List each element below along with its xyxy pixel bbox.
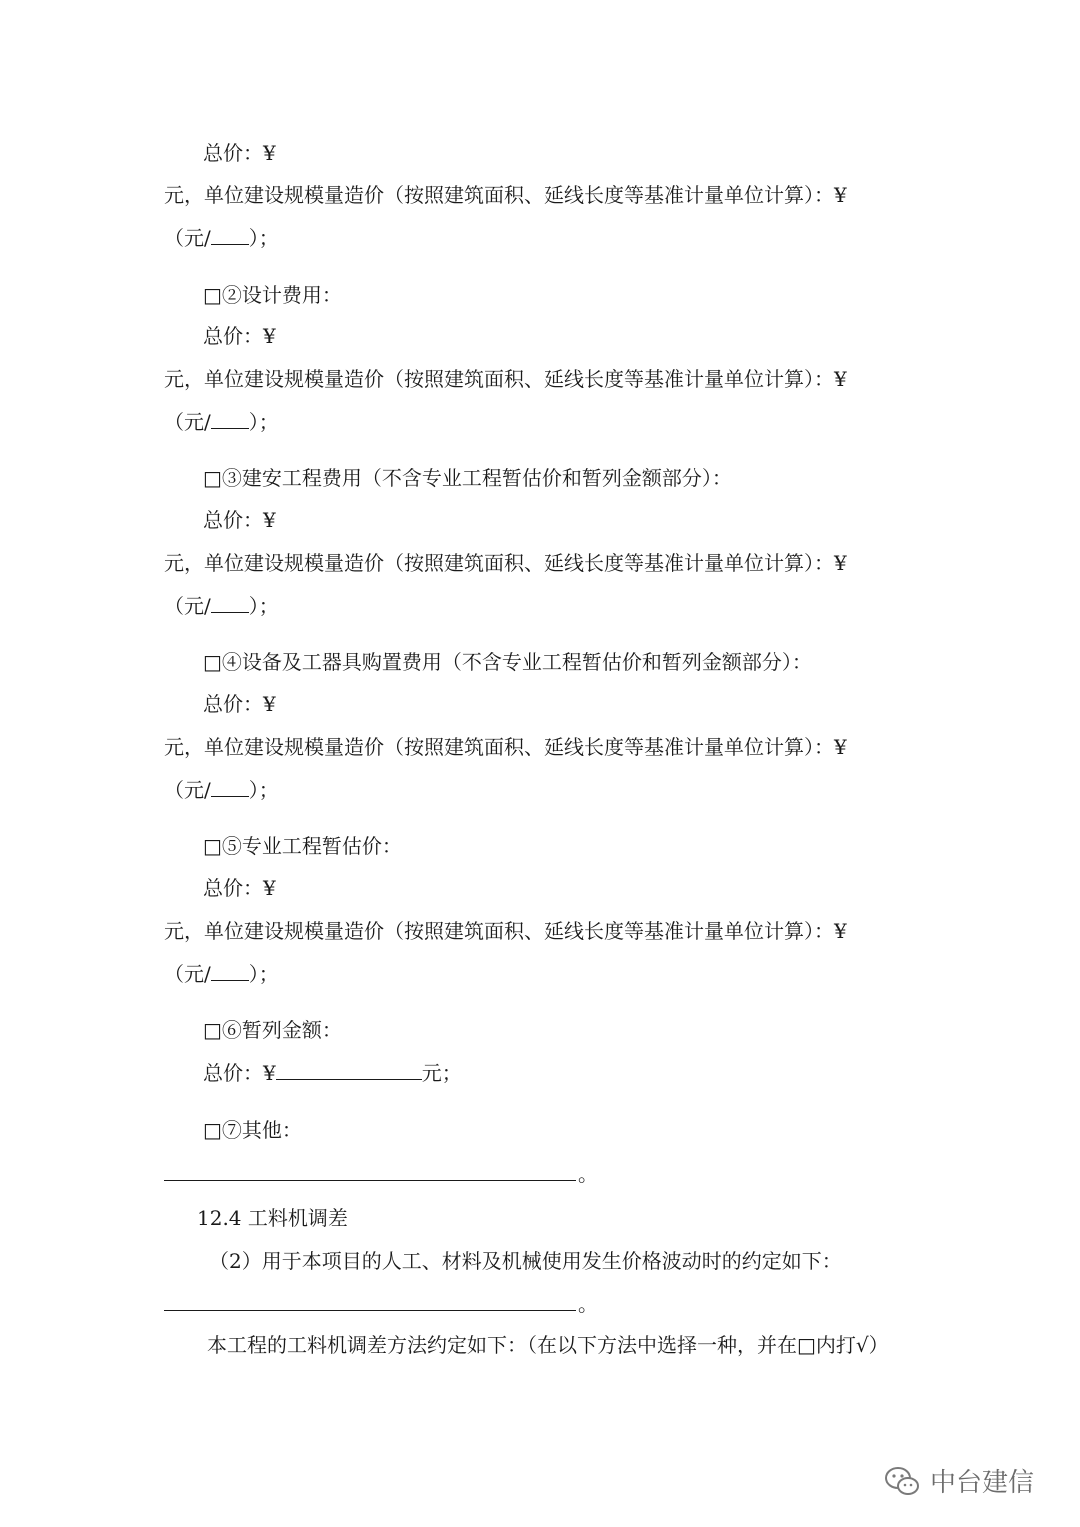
section-7-label: □⑦其他：: [203, 1118, 302, 1142]
blank-line: [164, 1290, 576, 1311]
unit-suffix: （元/ ）；: [164, 226, 279, 250]
unit-suffix: （元/ ）；: [164, 778, 279, 802]
total-price-label: 总价：¥: [203, 508, 276, 532]
clause-title: 12.4 工料机调差: [197, 1206, 348, 1230]
total-price-label: 总价：¥: [203, 876, 276, 900]
period-mark: 。: [578, 1162, 598, 1186]
section-5-label: □⑤专业工程暂估价：: [203, 834, 402, 858]
unit-cost-line: 元，单位建设规模量造价（按照建筑面积、延线长度等基准计量单位计算）：¥: [164, 735, 847, 759]
section-4-label: □④设备及工器具购置费用（不含专业工程暂估价和暂列金额部分）：: [203, 650, 812, 674]
section-3-label: □③建安工程费用（不含专业工程暂估价和暂列金额部分）：: [203, 466, 732, 490]
method-line: 本工程的工料机调差方法约定如下：（在以下方法中选择一种，并在□内打√）: [207, 1333, 889, 1357]
total-price-label: 总价：¥: [203, 141, 276, 165]
period-mark: 。: [578, 1292, 598, 1316]
unit-suffix: （元/ ）；: [164, 410, 279, 434]
item6-total-line: 总价：¥ 元；: [203, 1061, 462, 1085]
section-2-label: □②设计费用：: [203, 283, 342, 307]
unit-suffix: （元/ ）；: [164, 962, 279, 986]
unit-cost-line: 元，单位建设规模量造价（按照建筑面积、延线长度等基准计量单位计算）：¥: [164, 551, 847, 575]
unit-cost-line: 元，单位建设规模量造价（按照建筑面积、延线长度等基准计量单位计算）：¥: [164, 367, 847, 391]
watermark: [884, 1462, 1034, 1499]
total-price-label: 总价：¥: [203, 692, 276, 716]
watermark-text: 中台建信: [930, 1468, 1035, 1498]
section-6-label: □⑥暂列金额：: [203, 1018, 342, 1042]
unit-suffix: （元/ ）；: [164, 594, 279, 618]
total-price-label: 总价：¥: [203, 324, 276, 348]
unit-cost-line: 元，单位建设规模量造价（按照建筑面积、延线长度等基准计量单位计算）：¥: [164, 919, 847, 943]
unit-cost-line: 元，单位建设规模量造价（按照建筑面积、延线长度等基准计量单位计算）：¥: [164, 183, 847, 207]
wechat-icon: [884, 1465, 920, 1497]
blank-line: [164, 1160, 576, 1181]
clause-item-2: （2）用于本项目的人工、材料及机械使用发生价格波动时的约定如下：: [209, 1249, 842, 1273]
